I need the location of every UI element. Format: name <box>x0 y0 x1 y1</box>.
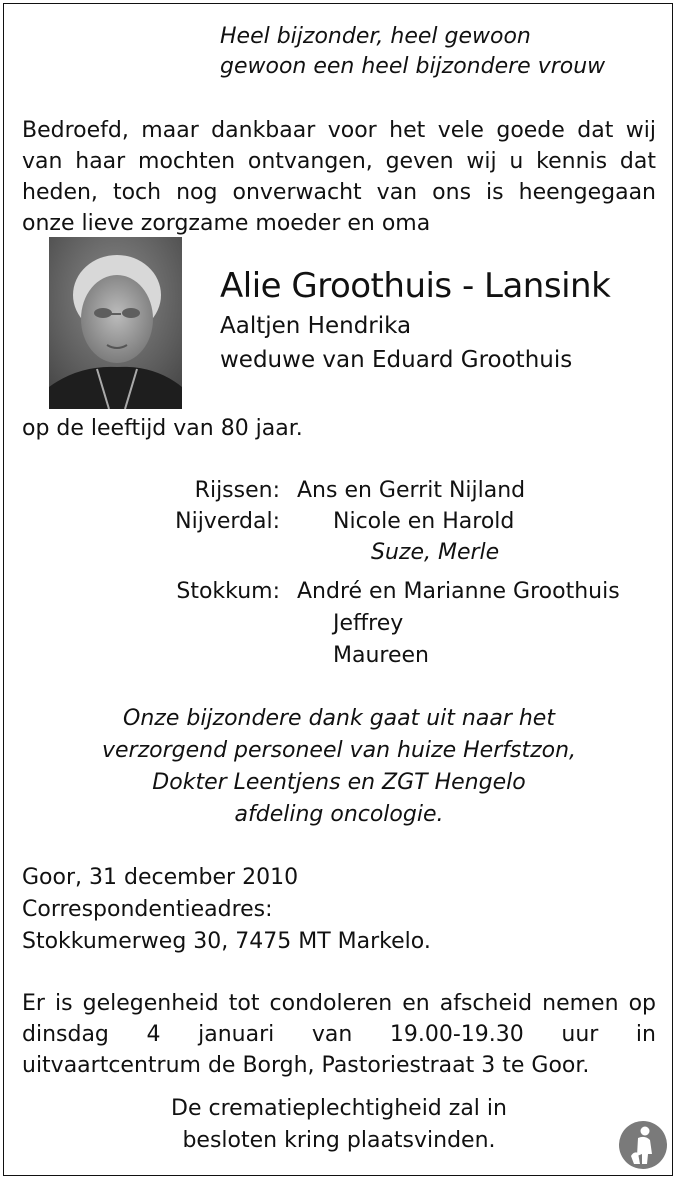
age-line: op de leeftijd van 80 jaar. <box>22 416 303 441</box>
family-place-rijssen: Rijssen: <box>194 478 280 503</box>
thanks-line-2: verzorgend personeel van huize Herfstzon, <box>101 738 577 763</box>
motto-line-1: Heel bijzonder, heel gewoon <box>220 24 531 49</box>
motto <box>220 22 605 82</box>
thanks-line-1: Onze bijzondere dank gaat uit naar het <box>123 706 555 731</box>
condolence-line-2: dinsdag 4 januari van 19.00-19.30 uur in <box>22 1022 656 1047</box>
family-members-rijssen: Ans en Gerrit Nijland <box>297 478 526 503</box>
intro-line-1: Bedroefd, maar dankbaar voor het vele goede dat wij <box>22 118 656 143</box>
thanks-line-4: afdeling oncologie. <box>234 802 444 827</box>
condolence-paragraph <box>22 988 656 1081</box>
cremation-line-1: De crematieplechtigheid zal in <box>171 1096 507 1121</box>
condolence-line-3: uitvaartcentrum de Borgh, Pastoriestraat 3 te Goor. <box>22 1053 590 1078</box>
funeral-logo-icon <box>618 1120 668 1170</box>
intro-line-3: heden, toch nog onverwacht van ons is heengegaan <box>22 180 656 205</box>
thanks-paragraph <box>22 703 656 831</box>
intro-line-4: onze lieve zorgzame moeder en oma <box>22 211 431 236</box>
family-members-stokkum: André en Marianne Groothuis <box>297 579 620 604</box>
cremation-paragraph <box>22 1093 656 1157</box>
family-place-stokkum: Stokkum: <box>176 579 280 604</box>
deceased-given-names: Aaltjen Hendrika <box>220 313 412 339</box>
family-child-jeffrey: Jeffrey <box>333 611 404 636</box>
family-place-nijverdal: Nijverdal: <box>175 509 280 534</box>
intro-paragraph <box>22 115 656 239</box>
correspondence-label: Correspondentieadres: <box>22 897 273 922</box>
condolence-line-1: Er is gelegenheid tot condoleren en afscheid nemen op <box>22 991 656 1016</box>
family-child-maureen: Maureen <box>333 643 429 668</box>
correspondence-address: Stokkumerweg 30, 7475 MT Markelo. <box>22 929 431 954</box>
deceased-name: Alie Groothuis - Lansink <box>220 266 611 306</box>
place-date: Goor, 31 december 2010 <box>22 865 299 890</box>
motto-line-2: gewoon een heel bijzondere vrouw <box>220 54 606 79</box>
family-members-nijverdal: Nicole en Harold <box>333 509 515 534</box>
deceased-widow-of: weduwe van Eduard Groothuis <box>220 347 573 373</box>
portrait-photo <box>49 237 182 409</box>
intro-line-2: van haar mochten ontvangen, geven wij u kennis dat <box>22 149 656 174</box>
thanks-line-3: Dokter Leentjens en ZGT Hengelo <box>152 770 526 795</box>
cremation-line-2: besloten kring plaatsvinden. <box>182 1128 496 1153</box>
family-children-nijverdal: Suze, Merle <box>371 540 500 565</box>
